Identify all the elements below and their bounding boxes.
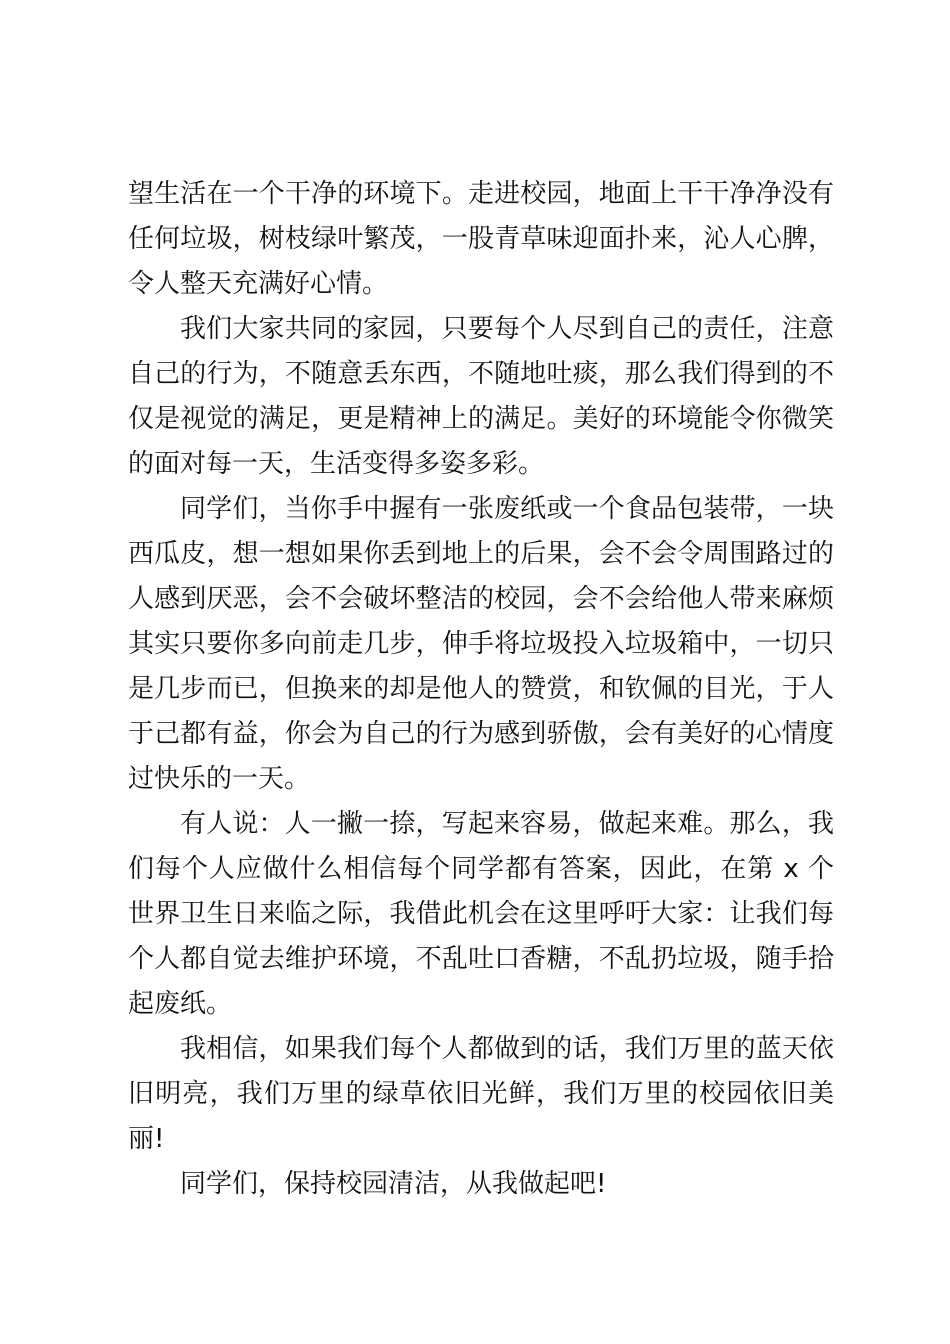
paragraph: 同学们，当你手中握有一张废纸或一个食品包装带，一块西瓜皮，想一想如果你丢到地上的后果，会不会令周围路过的人感到厌恶，会不会破坏整洁的校园，会不会给他人带来麻烦其实只要你多向前走几步，伸手将垃圾投入垃圾箱中，一切只是几步而已，但换来的却是他人的赞赏，和钦佩的目光，于人于己都有益，你会为自己的行为感到骄傲，会有美好的心情度过快乐的一天。 [128,494,834,794]
paragraph-closing: 同学们，保持校园清洁，从我做起吧! [180,1169,607,1199]
paragraph-continuation: 望生活在一个干净的环境下。走进校园，地面上干干净净没有任何垃圾，树枝绿叶繁茂，一股青草味迎面扑来，沁人心脾，令人整天充满好心情。 [128,179,834,299]
paragraph: 我们大家共同的家园，只要每个人尽到自己的责任，注意自己的行为，不随意丢东西，不随地吐痰，那么我们得到的不仅是视觉的满足，更是精神上的满足。美好的环境能令你微笑的面对每一天，生活变得多姿多彩。 [128,314,834,479]
document-body [128,172,834,1207]
paragraph: 我相信，如果我们每个人都做到的话，我们万里的蓝天依旧明亮，我们万里的绿草依旧光鲜，我们万里的校园依旧美丽! [128,1034,834,1154]
paragraph: 有人说：人一撇一捺，写起来容易，做起来难。那么，我们每个人应做什么相信每个同学都有答案，因此，在第 x 个世界卫生日来临之际，我借此机会在这里呼吁大家：让我们每个人都自觉去维护环境，不乱吐口香糖，不乱扔垃圾，随手拾起废纸。 [128,809,834,1019]
